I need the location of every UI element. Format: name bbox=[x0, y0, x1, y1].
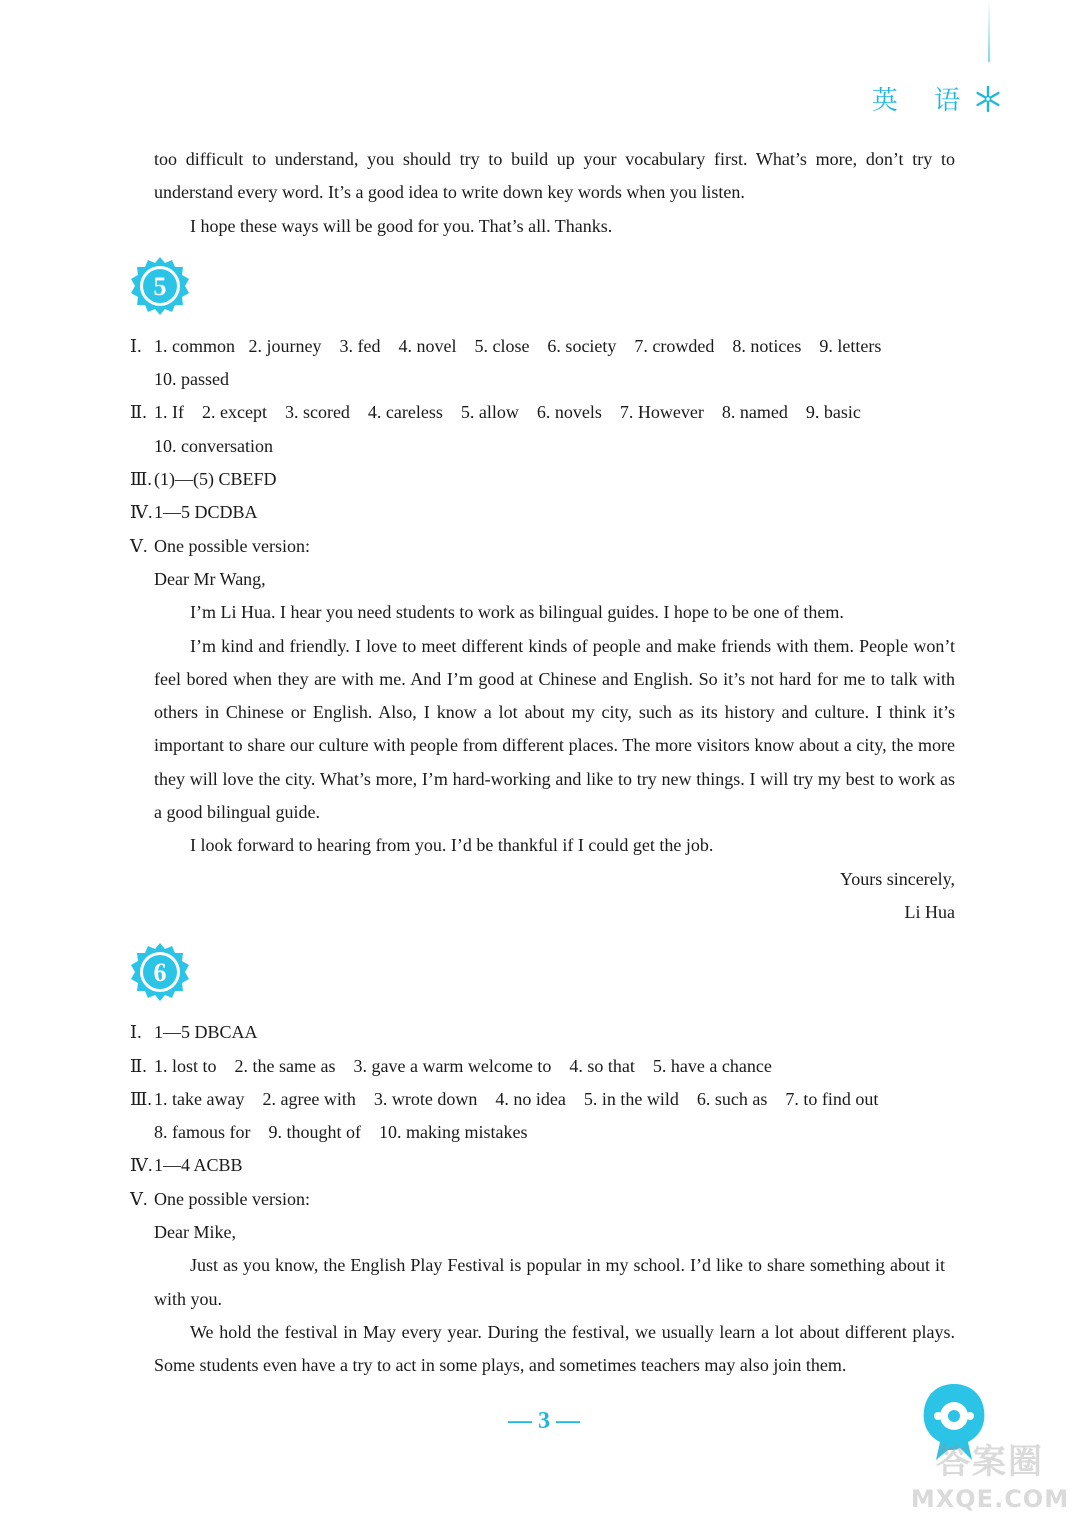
u5-section-2-cont: 10. conversation bbox=[154, 435, 273, 456]
u6-section-5 bbox=[130, 1183, 955, 1216]
section-number: Ⅳ. bbox=[130, 1155, 153, 1176]
u5-letter-paragraph: I’m kind and friendly. I love to meet different kinds of people and make friends with them. People won’t feel bored when they are with me. And I’m good at Chinese and English. So it’s not hard for me to talk with others in Chinese or English. Also, I know a lot about my city, such as its history and culture. I think it’s important to share our culture with people from different places. The more visitors know about a city, the more they will love the city. What’s more, I’m hard-working and like to try new things. I will try my best to work as a good bilingual guide. bbox=[154, 635, 955, 823]
u5-signature: Li Hua bbox=[904, 901, 955, 922]
u5-section-1-cont: 10. passed bbox=[154, 369, 229, 390]
u5-section-4 bbox=[130, 496, 955, 529]
u6-section-3-cont: 8. famous for 9. thought of 10. making mistakes bbox=[154, 1122, 528, 1143]
u6-section-2 bbox=[130, 1050, 955, 1083]
section-number: Ⅰ. bbox=[130, 335, 142, 356]
snowflake-icon bbox=[974, 85, 1002, 113]
unit-5-badge bbox=[130, 248, 955, 324]
u5-letter-paragraph: I’m Li Hua. I hear you need students to work as bilingual guides. I hope to be one of them. bbox=[190, 602, 844, 623]
badge-seal-icon bbox=[130, 942, 190, 1002]
unit-5-number: 5 bbox=[153, 271, 167, 301]
u5-section-3 bbox=[130, 463, 955, 496]
badge-seal-icon bbox=[130, 256, 190, 316]
section-text: 1—4 ACBB bbox=[154, 1155, 243, 1176]
watermark bbox=[900, 1440, 1080, 1514]
section-number: Ⅰ. bbox=[130, 1022, 142, 1043]
section-text: (1)—(5) CBEFD bbox=[154, 469, 277, 490]
u6-letter-paragraph: Just as you know, the English Play Festival is popular in my school. I’d like to share something about it with you. bbox=[154, 1255, 945, 1309]
section-number: Ⅲ. bbox=[130, 1088, 152, 1109]
u5-section-1 bbox=[130, 330, 955, 363]
u6-section-3 bbox=[130, 1083, 955, 1116]
section-text: 1—5 DCDBA bbox=[154, 502, 258, 523]
section-text: 1. lost to 2. the same as 3. gave a warm welcome to 4. so that 5. have a chance bbox=[154, 1055, 772, 1076]
section-number: Ⅱ. bbox=[130, 402, 147, 423]
u6-section-1 bbox=[130, 1016, 955, 1049]
u6-section-4 bbox=[130, 1149, 955, 1182]
watermark-line-1: 答案圈 bbox=[936, 1442, 1044, 1482]
answer-content bbox=[130, 143, 955, 1383]
u6-salutation: Dear Mike, bbox=[154, 1222, 236, 1243]
section-text: 1. If 2. except 3. scored 4. careless 5. allow 6. novels 7. However 8. named 9. basic bbox=[154, 402, 861, 423]
section-number: Ⅳ. bbox=[130, 502, 153, 523]
intro-paragraph-1: too difficult to understand, you should try to build up your vocabulary first. What’s more, don’t try to understand every word. It’s a good idea to write down key words when you listen. bbox=[154, 149, 955, 203]
section-text: 1—5 DBCAA bbox=[154, 1022, 258, 1043]
unit-6-number: 6 bbox=[153, 958, 167, 988]
section-text: One possible version: bbox=[154, 1188, 310, 1209]
section-number: Ⅴ. bbox=[130, 535, 148, 556]
u5-section-2 bbox=[130, 396, 955, 429]
u5-section-5 bbox=[130, 530, 955, 563]
u6-letter-paragraph: We hold the festival in May every year. During the festival, we usually learn a lot about different plays. Some students even have a try to act in some plays, and sometimes teachers may also join them. bbox=[154, 1321, 955, 1376]
u5-letter-paragraph: I look forward to hearing from you. I’d be thankful if I could get the job. bbox=[190, 835, 714, 856]
decorative-line bbox=[988, 0, 990, 62]
page-header bbox=[872, 80, 1002, 117]
watermark-line-2: MXQE.COM bbox=[910, 1485, 1070, 1513]
section-number: Ⅲ. bbox=[130, 469, 152, 490]
u5-salutation: Dear Mr Wang, bbox=[154, 568, 266, 589]
u5-closing: Yours sincerely, bbox=[840, 868, 955, 889]
section-number: Ⅴ. bbox=[130, 1188, 148, 1209]
section-number: Ⅱ. bbox=[130, 1055, 147, 1076]
section-text: 1. take away 2. agree with 3. wrote down 4. no idea 5. in the wild 6. such as 7. to find out bbox=[154, 1088, 879, 1109]
page-number: — 3 — bbox=[508, 1408, 580, 1434]
section-text: 1. common 2. journey 3. fed 4. novel 5. close 6. society 7. crowded 8. notices 9. letters bbox=[154, 335, 882, 356]
intro-paragraph-2: I hope these ways will be good for you. That’s all. Thanks. bbox=[190, 215, 613, 236]
subject-title: 英 语 bbox=[871, 86, 974, 116]
unit-6-badge bbox=[130, 934, 955, 1010]
section-text: One possible version: bbox=[154, 535, 310, 556]
